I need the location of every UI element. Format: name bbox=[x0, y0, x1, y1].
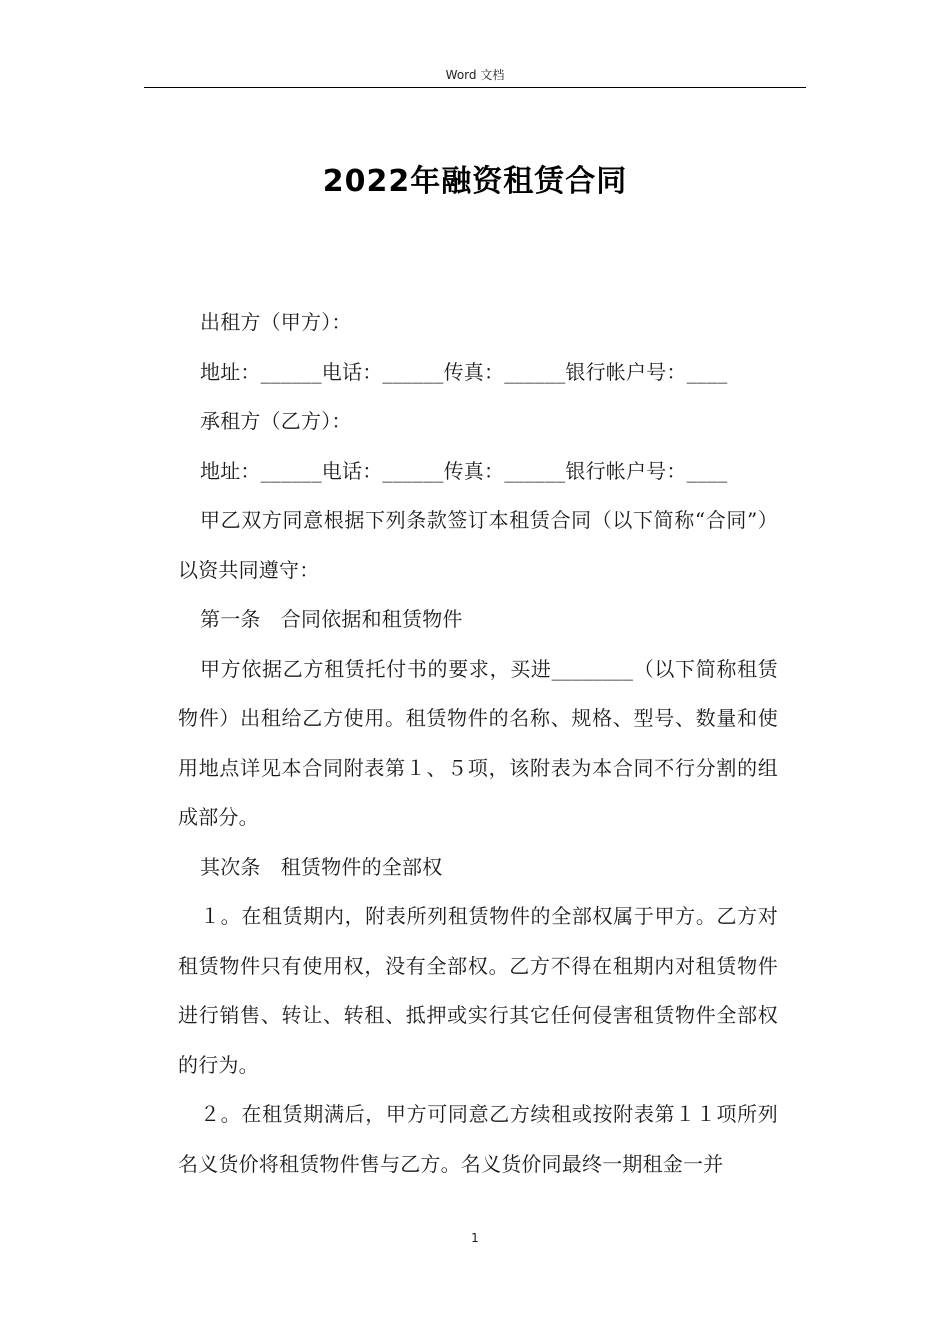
paragraph: 地址：______电话：______传真：______银行帐户号：____ bbox=[200, 458, 728, 483]
document-body bbox=[178, 298, 778, 1189]
paragraph: 出租方（甲方）： bbox=[200, 310, 352, 334]
page-number: 1 bbox=[471, 1231, 479, 1245]
paragraph: 甲乙双方同意根据下列条款签订本租赁合同（以下简称“合同”）以资共同遵守： bbox=[178, 508, 778, 582]
paragraph: １。在租赁期内，附表所列租赁物件的全部权属于甲方。乙方对租赁物件只有使用权，没有全部权。乙方不得在租期内对租赁物件进行销售、转让、转租、抵押或实行其它任何侵害租赁物件全部权的行为。 bbox=[178, 904, 778, 1077]
section-heading: 第一条 合同依据和租赁物件 bbox=[200, 607, 463, 631]
paragraph: 承租方（乙方）： bbox=[200, 409, 352, 433]
paragraph: ２。在租赁期满后，甲方可同意乙方续租或按附表第１１项所列名义货价将租赁物件售与乙方。名义货价同最终一期租金一并 bbox=[178, 1102, 778, 1176]
paragraph: 甲方依据乙方租赁托付书的要求，买进________（以下简称租赁物件）出租给乙方使用。租赁物件的名称、规格、型号、数量和使用地点详见本合同附表第１、５项，该附表为本合同不行分割的组成部分。 bbox=[178, 656, 778, 829]
document-title: 2022年融资租赁合同 bbox=[322, 164, 628, 199]
header-divider bbox=[144, 87, 806, 88]
paragraph: 地址：______电话：______传真：______银行帐户号：____ bbox=[200, 359, 728, 384]
page-header: Word 文档 bbox=[445, 68, 505, 82]
section-heading: 其次条 租赁物件的全部权 bbox=[200, 854, 443, 879]
